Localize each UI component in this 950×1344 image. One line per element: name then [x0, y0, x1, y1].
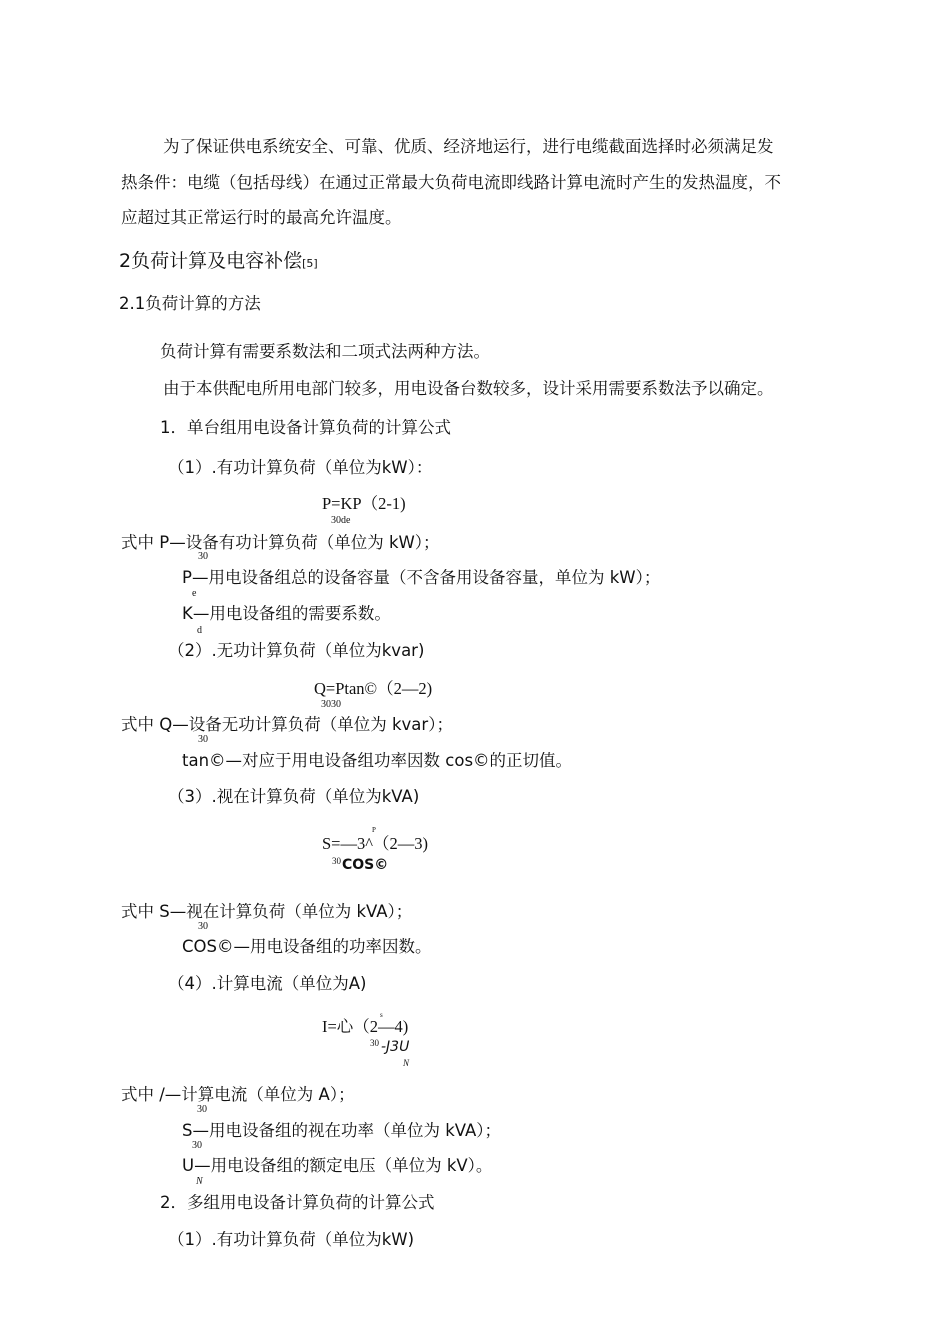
list-item-1-4: （4）.计算电流（单位为A): [168, 974, 367, 993]
list-item-1: 1．单台组用电设备计算负荷的计算公式: [160, 418, 451, 437]
formula-2-2: Q=Ptan©（2—2): [314, 679, 433, 698]
definition-un: U—用电设备组的额定电压（单位为 kV）。: [182, 1156, 493, 1175]
definition-pe-subscript: e: [192, 588, 197, 599]
formula-2-4-denominator: -J3U: [381, 1039, 410, 1055]
definition-cos: COS©—用电设备组的功率因数。: [182, 937, 432, 956]
intro-line-3: 应超过其正常运行时的最高允许温度。: [121, 208, 402, 227]
formula-2-4: I=心（2—4): [322, 1017, 409, 1036]
subsection-heading: 2.1负荷计算的方法: [119, 294, 261, 313]
formula-2-4-denominator-number: 30: [370, 1038, 379, 1048]
definition-s30-apparent-subscript: 30: [192, 1140, 202, 1151]
definition-s30-apparent: S—用电设备组的视在功率（单位为 kVA）；: [182, 1121, 502, 1140]
citation-ref: [5]: [302, 257, 318, 270]
definition-un-subscript: N: [196, 1176, 203, 1187]
definition-s30: 式中 S—视在计算负荷（单位为 kVA）；: [121, 902, 413, 921]
intro-line-1: 为了保证供电系统安全、可靠、优质、经济地运行，进行电缆截面选择时必须满足发: [163, 137, 774, 156]
paragraph-methods: 负荷计算有需要系数法和二项式法两种方法。: [160, 342, 490, 361]
definition-pe: P—用电设备组总的设备容量（不含备用设备容量，单位为 kW）；: [182, 568, 661, 587]
definition-tan: tan©—对应于用电设备组功率因数 cos©的正切值。: [182, 751, 573, 770]
list-item-1-3: （3）.视在计算负荷（单位为kVA): [168, 787, 420, 806]
section-heading: [119, 249, 318, 276]
definition-p30: 式中 P—设备有功计算负荷（单位为 kW）；: [121, 533, 440, 552]
paragraph-design: 由于本供配电所用电部门较多，用电设备台数较多，设计采用需要系数法予以确定。: [163, 379, 774, 398]
formula-2-3-denominator: COS©: [342, 857, 389, 873]
formula-2-4-denominator-subscript: N: [403, 1058, 410, 1068]
formula-2-3: S=—3^（2—3): [322, 834, 428, 853]
formula-2-1-subscript: 30de: [331, 515, 351, 526]
definition-q30: 式中 Q—设备无功计算负荷（单位为 kvar）；: [121, 715, 453, 734]
formula-2-2-subscript: 3030: [321, 699, 341, 710]
list-item-2: 2．多组用电设备计算负荷的计算公式: [160, 1193, 435, 1212]
list-item-1-2: （2）.无功计算负荷（单位为kvar): [168, 641, 425, 660]
definition-kd-subscript: d: [197, 625, 202, 636]
list-item-1-1: （1）.有功计算负荷（单位为kW）：: [168, 458, 433, 477]
definition-p30-subscript: 30: [198, 551, 208, 562]
definition-s30-subscript: 30: [198, 921, 208, 932]
formula-2-3-denominator-number: 30: [332, 856, 341, 866]
section-title: 2负荷计算及电容补偿: [119, 250, 303, 272]
intro-line-2: 热条件：电缆（包括母线）在通过正常最大负荷电流即线路计算电流时产生的发热温度，不: [121, 173, 781, 192]
definition-q30-subscript: 30: [198, 734, 208, 745]
definition-i30: 式中 /—计算电流（单位为 A）；: [121, 1085, 355, 1104]
definition-i30-subscript: 30: [197, 1104, 207, 1115]
formula-2-1: P=KP（2-1): [322, 494, 406, 513]
definition-kd: K—用电设备组的需要系数。: [182, 604, 391, 623]
formula-2-4-superscript: s: [380, 1011, 383, 1019]
list-item-2-1: （1）.有功计算负荷（单位为kW): [168, 1230, 415, 1249]
formula-2-3-superscript: P: [372, 826, 376, 834]
